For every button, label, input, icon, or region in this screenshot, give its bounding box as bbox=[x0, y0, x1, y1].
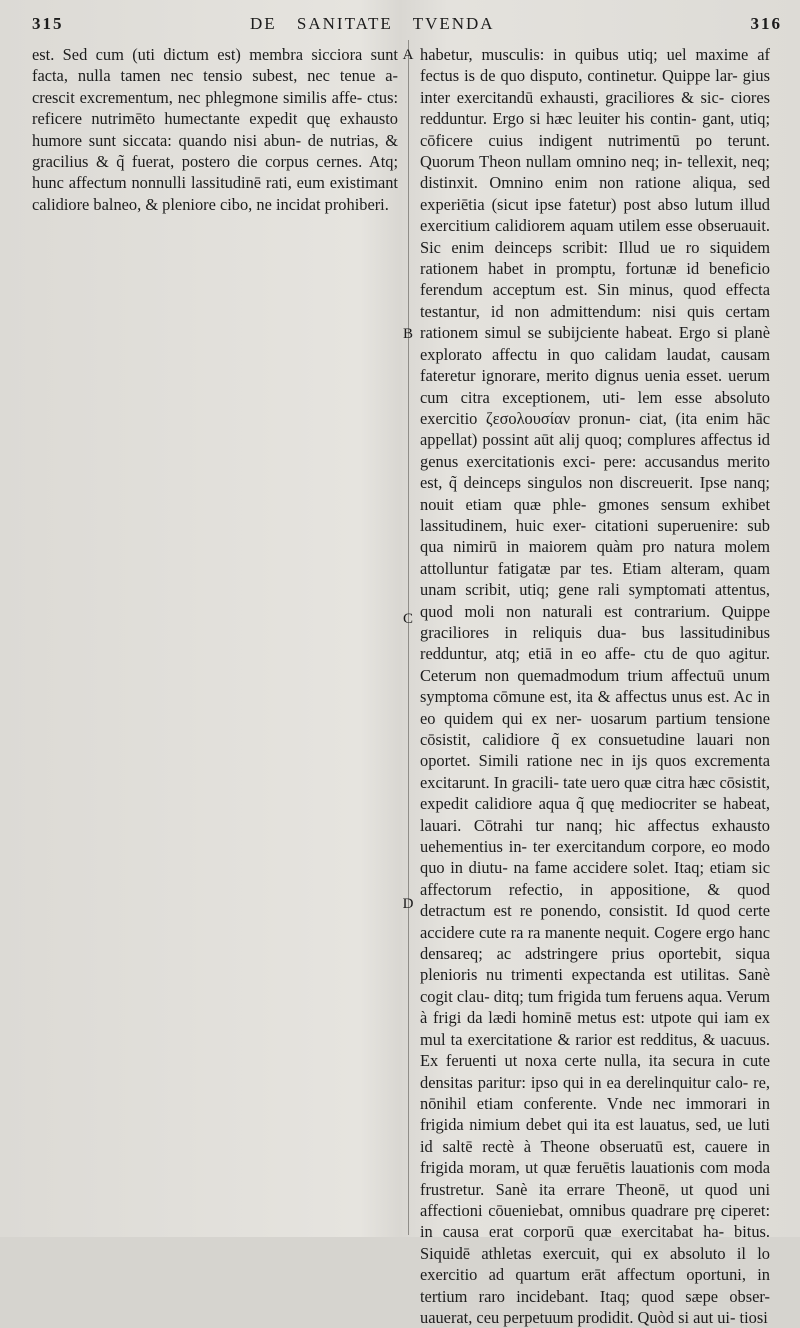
right-column bbox=[420, 44, 770, 1327]
margin-letter-a: A bbox=[402, 47, 414, 63]
left-column bbox=[32, 44, 398, 1234]
right-paragraph-1: habetur, musculis: in quibus utiq; uel maxime af fectus is de quo disputo, continetur. Quippe lar- gius inter exercitandū exhausti, graciliores & sic- ciores redduntur. Ergo si hæc leuiter his contin- gant, utiq; cōficere cuius indigent nutrimentū po terunt. Quorum Theon nullam omnino neq; in- tellexit, neq; distinxit. Omnino enim non ratione aliqua, sed experiētia (sicut ipse fatetur) post abso lutum illud exercitium calidiorem aquam utilem esse obseruauit. Sic enim deinceps scribit: Illud ue ro siquidem rationem habet in promptu, fortunæ id beneficio ferendum acceptum est. Sin minus, quod effecta testantur, id non admittendum: nisi quis certam rationem simul se subijciente habeat. Ergo si planè explorato affectu in quo calidam laudat, causam fateretur ignorare, merito dignus uenia esset. uerum cum citra exceptionem, uti- lem esse absoluto exercitio ζεσολουσίαν pronun- ciat, (ita enim hāc appellat) possint aūt alij quoq; complures affectus id genus exercitationis exci- pere: accusandus merito est, q̃ deinceps singulos non discreuerit. Ipse nanq; nouit etiam quæ phle- gmones sensum exhibet lassitudinem, huic exer- citationi superuenire: sub qua nimirū in maiorem quàm pro natura molem attolluntur fatigatæ par tes. Etiam alteram, quam unam scribit, utiq; gene rali symptomati attentus, quod moli non naturali est contrarium. Quippe graciliores in reliquis dua- bus lassitudinibus redduntur, atq; etiā in eo affe- ctu de quo agitur. Ceterum non quemadmodum trium affectuū unum symptoma cōmune est, ita & affectus unus est. Ac in eo quidem qui ex ner- uosarum partium tensione cōsistit, calidiore q̃ ex consuetudine lauari non oportet. Simili ratione nec in ijs quos excrementa excitarunt. In gracili- tate uero quæ citra hæc cōsistit, expedit calidiore aqua q̃ quę mediocriter se habeat, lauari. Cōtrahi tur nanq; hic affectus exhausto uehementius in- ter exercitandum corpore, eo modo quo in diutu- na fame accidere solet. Itaq; etiam sic affectorum refectio, in appositione, & quod detractum est re ponendo, consistit. Id quod certe accidere cute ra ra manente nequit. Cogere ergo hanc densareq; ac adstringere prius oportebit, siqua plenioris nu trimenti expectanda est utilitas. Sanè cogit clau- ditq; tum frigida tum feruens aqua. Verum à frigi da lædi hominē metus est: utpote qui iam ex mul ta exercitatione & rarior est redditus, & uacuus. Ex feruenti ut noxa certe nulla, ita secura in cute densitas paritur: ipso qui in ea derelinquitur calo- re, nōnihil etiam conferente. Vnde nec immorari in frigida nimium debet qui ita est lauatus, sed, ue luti id saltē rectè à Theone obseruatū est, cauere in frigida moram, ut quæ feruētis lauationis com moda frustretur. Sanè ita errare Theonē, ut quod uni affectioni cōueniebat, omnibus quadrare prę ciperet: in causa erat corporū quæ exercitabat ha- bitus. Siquidē athletas exercuit, qui ex absoluto il lo exercitio ad quartum erāt affectum oportuni, in tertium raro incidebant. Itaq; quod sæpe obser- uauerat, ceu perpetuum prodidit. Quòd si aut ui- tiosi bbox=[420, 45, 770, 1327]
running-title: DE SANITATE TVENDA bbox=[250, 14, 495, 33]
margin-letter-c: C bbox=[402, 611, 413, 627]
margin-letter-d: D bbox=[402, 896, 414, 912]
column-divider bbox=[408, 40, 409, 1235]
page-header bbox=[0, 14, 800, 38]
margin-letter-b: B bbox=[402, 326, 413, 342]
folio-left: 315 bbox=[32, 14, 64, 33]
folio-right: 316 bbox=[750, 14, 782, 33]
left-paragraph-1: est. Sed cum (uti dictum est) membra sicciora sunt facta, nulla tamen nec tensio subest, nec tenue a- crescit excrementum, nec phlegmone similis affe- ctus: reficere nutrimēto humectante expedit quę exhausto humore sunt siccata: quando nisi abun- de nutrias, & gracilius & q̃ fuerat, postero die corpus cernes. Atq; hunc affectum nonnulli lassitudinē rati, eum existimant calidiore balneo, & pleniore cibo, ne incidat prohiberi. bbox=[32, 45, 398, 214]
